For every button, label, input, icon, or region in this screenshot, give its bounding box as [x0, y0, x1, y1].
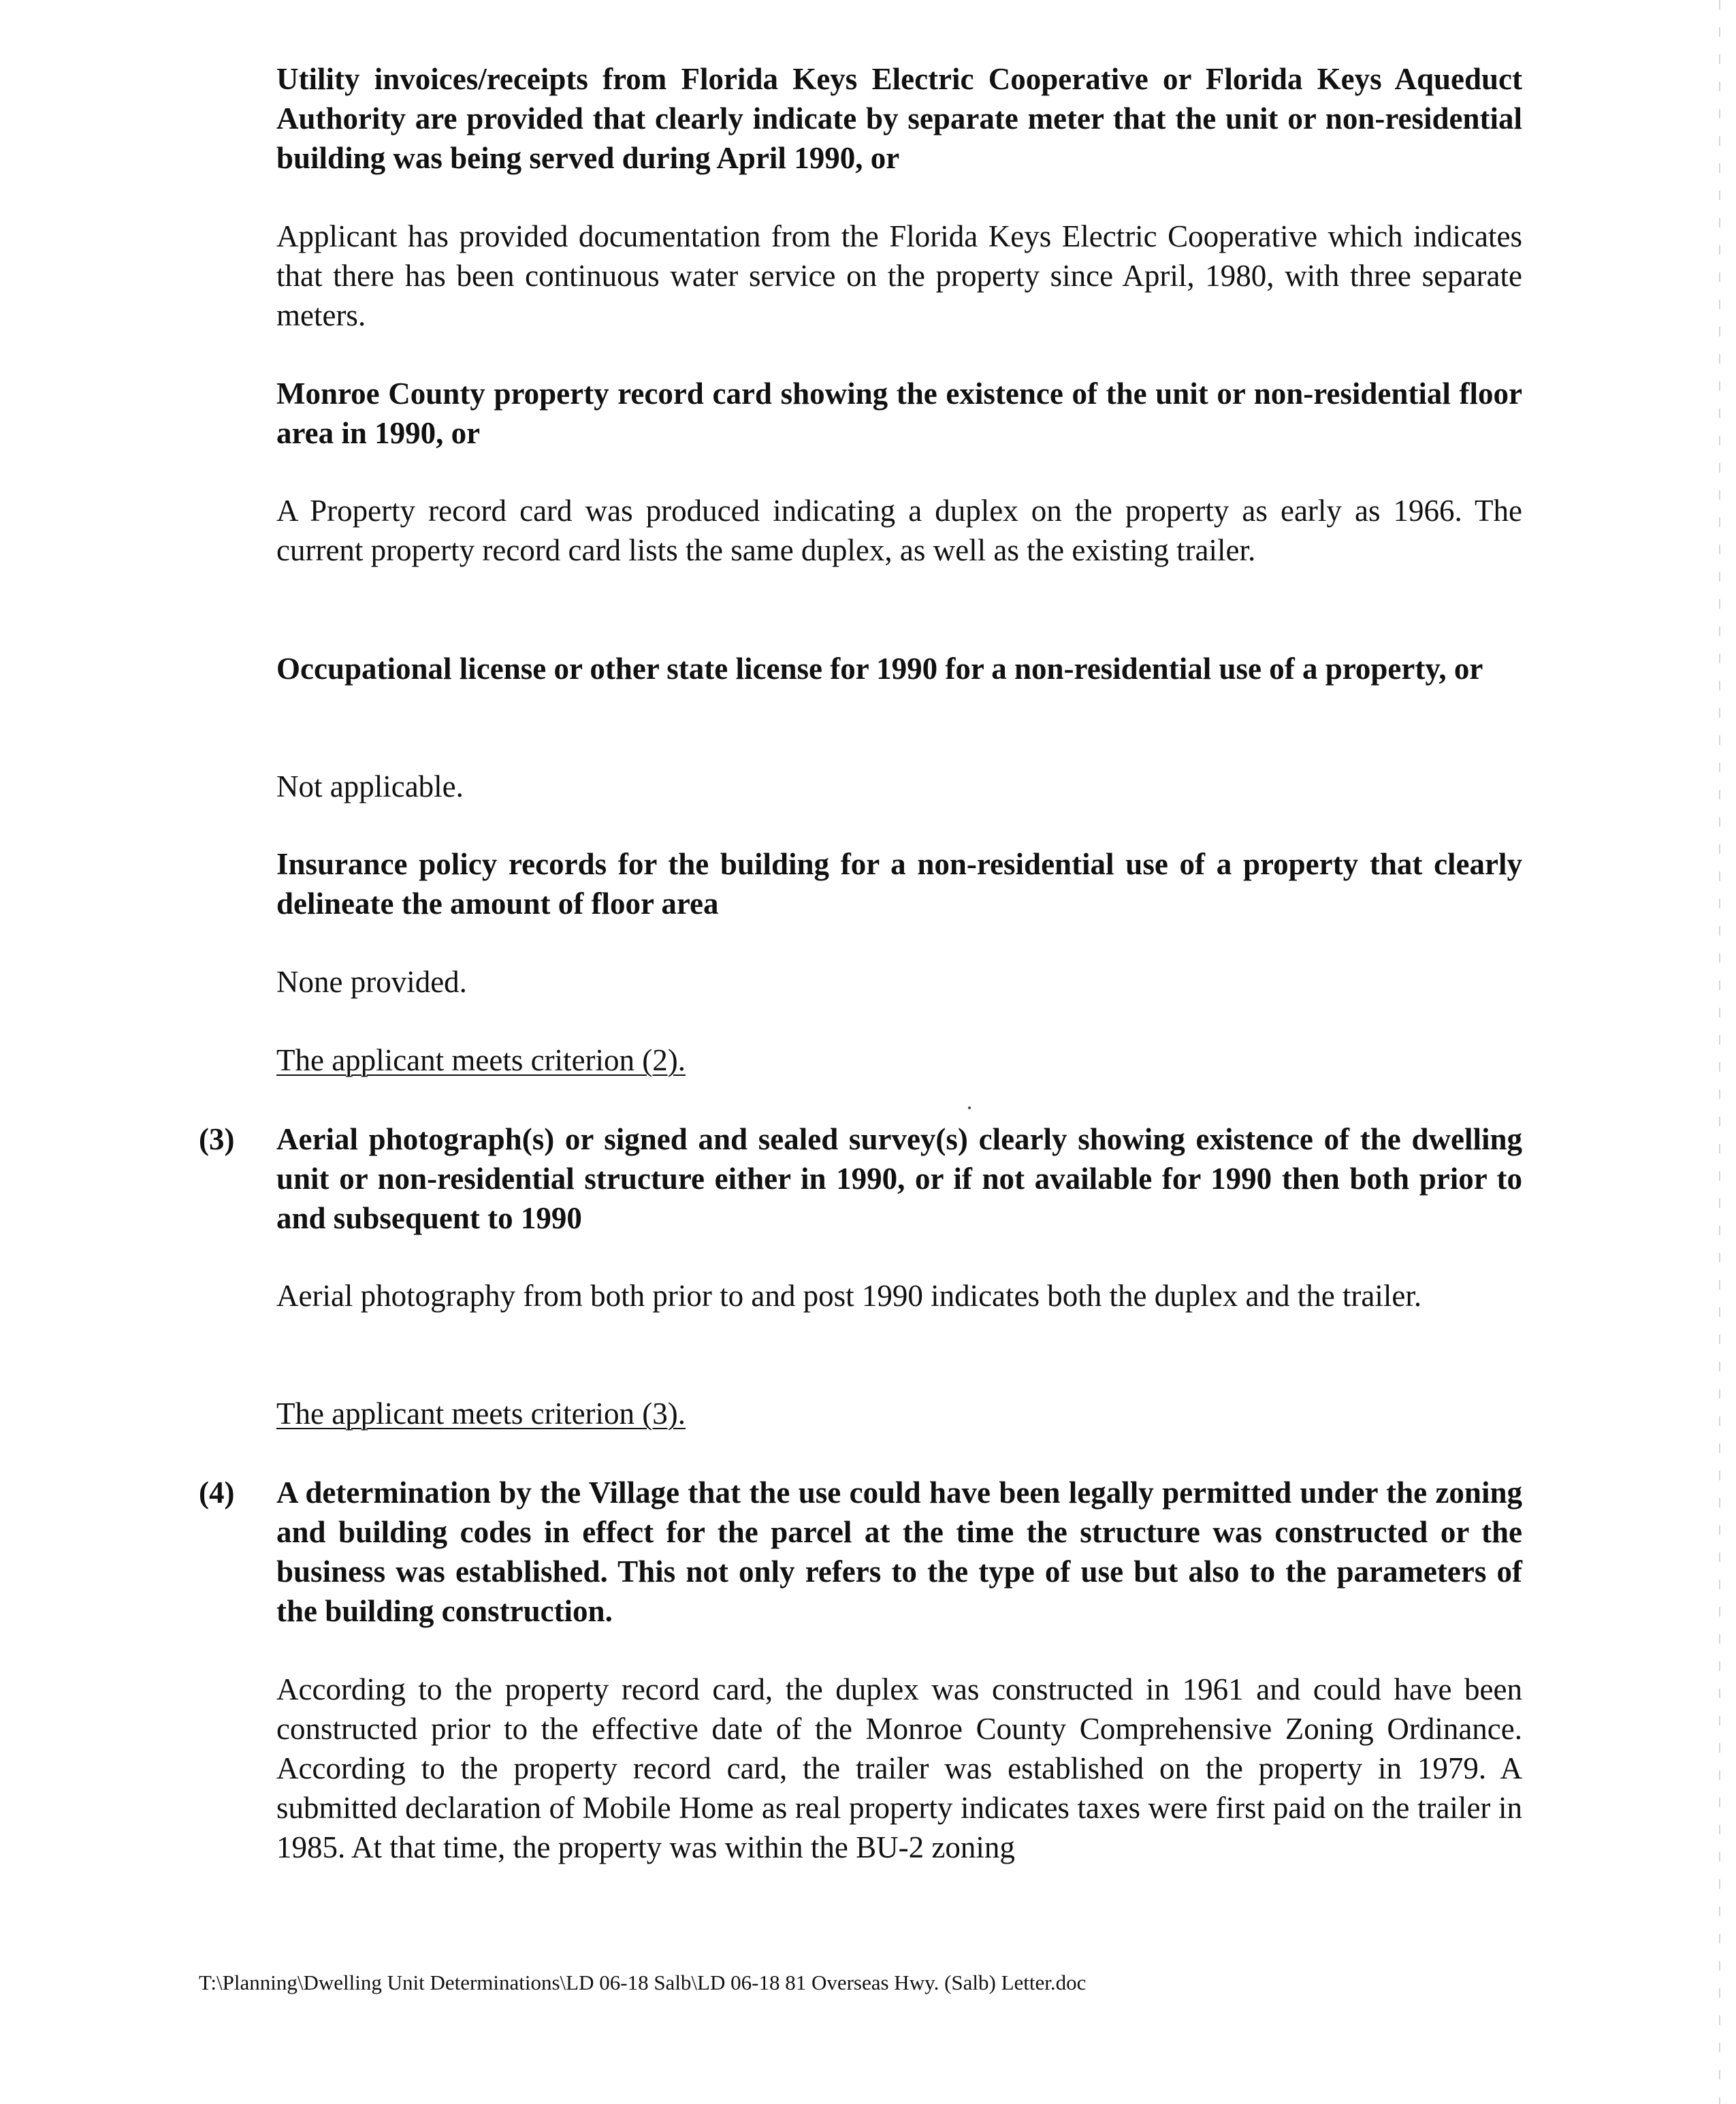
criterion-3-conclusion: [276, 1394, 1522, 1433]
occupational-license-finding: Not applicable.: [276, 769, 464, 803]
property-record-card-heading: Monroe County property record card showing the existence of the unit or non-residential floor area in 1990, or: [276, 377, 1522, 450]
scan-speck: [968, 1106, 971, 1109]
village-determination-finding: According to the property record card, the duplex was constructed in 1961 and could have been constructed prior to the effective date of the Monroe County Comprehensive Zoning Ordinance. According to the property record card, the trailer was established on the property in 1979. A submitted declaration of Mobile Home as real property indicates taxes were first paid on the trailer in 1985. At that time, the property was within the BU-2 zoning: [276, 1672, 1522, 1864]
aerial-photograph-finding: Aerial photography from both prior to and post 1990 indicates both the duplex and the trailer.: [276, 1279, 1422, 1313]
criterion-2-conclusion: [276, 1040, 1522, 1080]
file-path-footer: T:\Planning\Dwelling Unit Determinations\LD 06-18 Salb\LD 06-18 81 Overseas Hwy. (Salb) Letter.doc: [199, 1971, 1087, 1994]
occupational-license-heading: Occupational license or other state license for 1990 for a non-residential use of a property, or: [276, 652, 1483, 686]
item-4-number: (4): [199, 1476, 235, 1510]
criterion-2-text: The applicant meets criterion (2).: [276, 1043, 686, 1077]
insurance-records-finding: None provided.: [276, 965, 467, 999]
property-record-card-finding: A Property record card was produced indicating a duplex on the property as early as 1966. The current property record card lists the same duplex, as well as the existing trailer.: [276, 494, 1522, 567]
utility-invoices-heading: Utility invoices/receipts from Florida Keys Electric Cooperative or Florida Keys Aqueduct Authority are provided that clearly indicate by separate meter that the unit or non-residential building was being served during April 1990, or: [276, 62, 1522, 175]
item-3-number: (3): [199, 1122, 235, 1156]
aerial-photograph-heading: Aerial photograph(s) or signed and sealed survey(s) clearly showing existence of the dwelling unit or non-residential structure either in 1990, or if not available for 1990 then both prior to and subsequent to 1990: [276, 1122, 1522, 1235]
utility-invoices-finding: Applicant has provided documentation from the Florida Keys Electric Cooperative which indicates that there has been continuous water service on the property since April, 1980, with three separate meters.: [276, 219, 1522, 332]
criterion-3-text: The applicant meets criterion (3).: [276, 1397, 686, 1431]
village-determination-heading: A determination by the Village that the use could have been legally permitted under the zoning and building codes in effect for the parcel at the time the structure was constructed or the business was established. This not only refers to the type of use but also to the parameters of the building construction.: [276, 1476, 1522, 1628]
insurance-records-heading: Insurance policy records for the building for a non-residential use of a property that clearly delineate the amount of floor area: [276, 847, 1522, 921]
scan-edge-line: [1719, 0, 1720, 2104]
